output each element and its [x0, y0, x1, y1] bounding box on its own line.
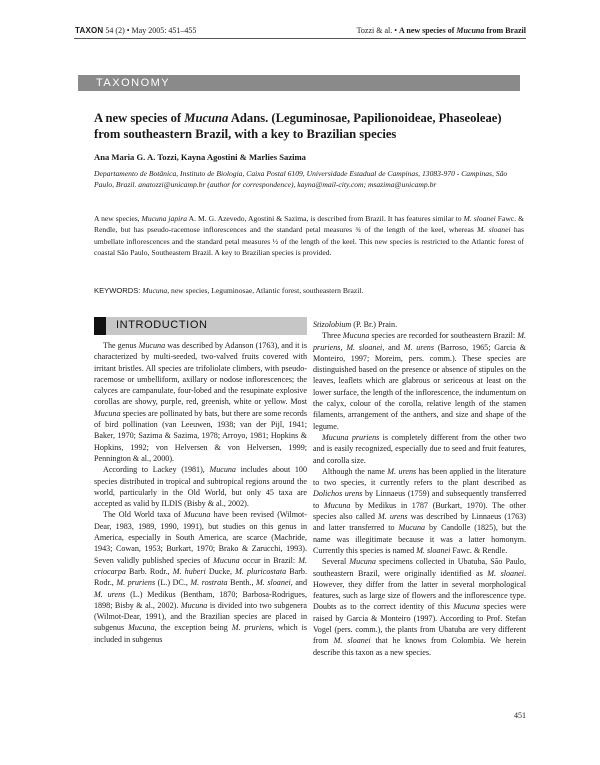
paragraph-continuation: Stizolobium (P. Br.) Prain. — [313, 320, 398, 329]
running-header-left — [75, 26, 196, 35]
author-list: Ana Maria G. A. Tozzi, Kayna Agostini & Marlies Sazima — [94, 152, 306, 162]
body-left-column — [94, 340, 307, 645]
journal-name: TAXON — [75, 26, 104, 35]
article-title: A new species of Mucuna Adans. (Leguminosae, Papilionoideae, Phaseoleae) from southeastern Brazil, with a key to Brazilian species — [94, 111, 502, 141]
paragraph: Several Mucuna specimens collected in Ubatuba, São Paulo, southeastern Brazil, were originally identified as M. sloanei. However, they differ from the latter in several morphological features, such as large size of flowers and the inflorescence type. Doubts as to the correct identity of this Mucuna species were raised by Garcia & Monteiro (1997). According to Prof. Stefan Vogel (pers. comm.), the plants from Ubatuba are very different from M. sloanei that he knows from Colombia. We herein describe this taxon as a new species. — [313, 557, 526, 657]
journal-citation: 54 (2) • May 2005: 451–455 — [105, 26, 197, 35]
header-rule — [74, 38, 526, 39]
abstract: A new species, Mucuna japira A. M. G. Azevedo, Agostini & Sazima, is described from Brazil. It has features similar to M. sloanei Fawc. & Rendle, but has pseudo-racemose inflorescences and the standard petal measures ¾ of the length of the keel, whereas M. sloanei has umbellate inflorescences and the standard petal measures ½ of the length of the keel. This new species is restricted to the Atlantic forest of coastal São Paulo, Southeastern Brazil. A key to Brazilian species is provided. — [94, 214, 524, 257]
keywords: KEYWORDS: Mucuna, new species, Leguminosae, Atlantic forest, southeastern Brazil. — [94, 286, 364, 295]
introduction-heading: INTRODUCTION — [94, 317, 307, 335]
running-header-right: Tozzi & al. • A new species of Mucuna from Brazil — [356, 26, 526, 35]
keywords-label: KEYWORDS: — [94, 286, 141, 295]
heading-marker — [94, 317, 106, 335]
paragraph: The Old World taxa of Mucuna have been revised (Wilmot-Dear, 1983, 1989, 1990, 1991), but studies on this genus in America, especially in South America, are scarce (Macbride, 1943; Cowan, 1953; Burkart, 1970; Brako & Zarucchi, 1993). Seven validly published species of Mucuna occur in Brazil: M. criocarpa Barb. Rodr., M. huberi Ducke, M. pluricostata Barb. Rodr., M. pruriens (L.) DC., M. rostrata Benth., M. sloanei, and M. urens (L.) Medikus (Bentham, 1870; Barbosa-Rodrigues, 1898; Bisby & al., 2002). Mucuna is divided into two subgenera (Wilmot-Dear, 1991), and the Brazilian species are placed in subgenus Mucuna, the exception being M. pruriens, which is included in subgenus — [94, 510, 307, 644]
paragraph: Mucuna pruriens is completely different from the other two and is easily recognized, especially due to seed and fruit features, and corolla size. — [313, 432, 526, 465]
paragraph: The genus Mucuna was described by Adanson (1763), and it is characterized by multi-seeded, two-valved fruits covered with irritant bristles. All species are trifoliolate climbers, with pseudo-racemose or umbelliform, axillary or nodose inflorescences; the calyces are campanulate, four-lobed and the resupinate explosive corollas are showy, purple, red, greenish, white or yellow. Most Mucuna species are pollinated by bats, but there are some records of bird pollination (van Leeuwen, 1938; van der Pijl, 1941; Baker, 1970; Sazima & Sazima, 1978; Arroyo, 1981; Hopkins & Hopkins, 1992; von Helversen & von Helversen, 1999; Pennington & al., 2000). — [94, 341, 307, 463]
paragraph: Although the name M. urens has been applied in the literature to two species, it currently refers to the plant described as Dolichos urens by Linnaeus (1759) and subsequently transferred to Mucuna by Medikus in 1787 (Burkart, 1970). The other species also called M. urens was described by Linnaeus (1763) and latter transferred to Mucuna by Candolle (1825), but the name was illegitimate because it was a latter homonym. Currently this species is named M. sloanei Fawc. & Rendle. — [313, 466, 527, 555]
affiliation: Departamento de Botânica, Instituto de Biologia, Caixa Postal 6109, Universidade Estadual de Campinas, 13083-970 - Campinas, São Paulo, Brazil. anatozzi@unicamp.br (author for correspondence), kayna@mail-city.com; msazima@unicamp.br — [94, 169, 508, 189]
body-right-column — [313, 319, 526, 658]
section-label: TAXONOMY — [78, 75, 520, 91]
page-number: 451 — [514, 711, 526, 720]
paragraph: According to Lackey (1981), Mucuna includes about 100 species distributed in tropical and subtropical regions around the world, particularly in the Old World, but only 45 taxa are accepted as valid by ILDIS (Bisby & al., 2002). — [94, 465, 308, 509]
paragraph: Three Mucuna species are recorded for southeastern Brazil: M. pruriens, M. sloanei, and M. urens (Barroso, 1965; Garcia & Monteiro, 1997; Moreim, pers. comm.). These species are distinguished based on the presence or absence of stipules on the leaves, leaflets which are glabrous or sericeous at least on the lower surface, the length of the inflorescence, the indumentum on the calyx, colour of the corolla, relative length of the stamen filaments, arrangement of the anthers, and size and shape of the legume. — [313, 331, 526, 431]
